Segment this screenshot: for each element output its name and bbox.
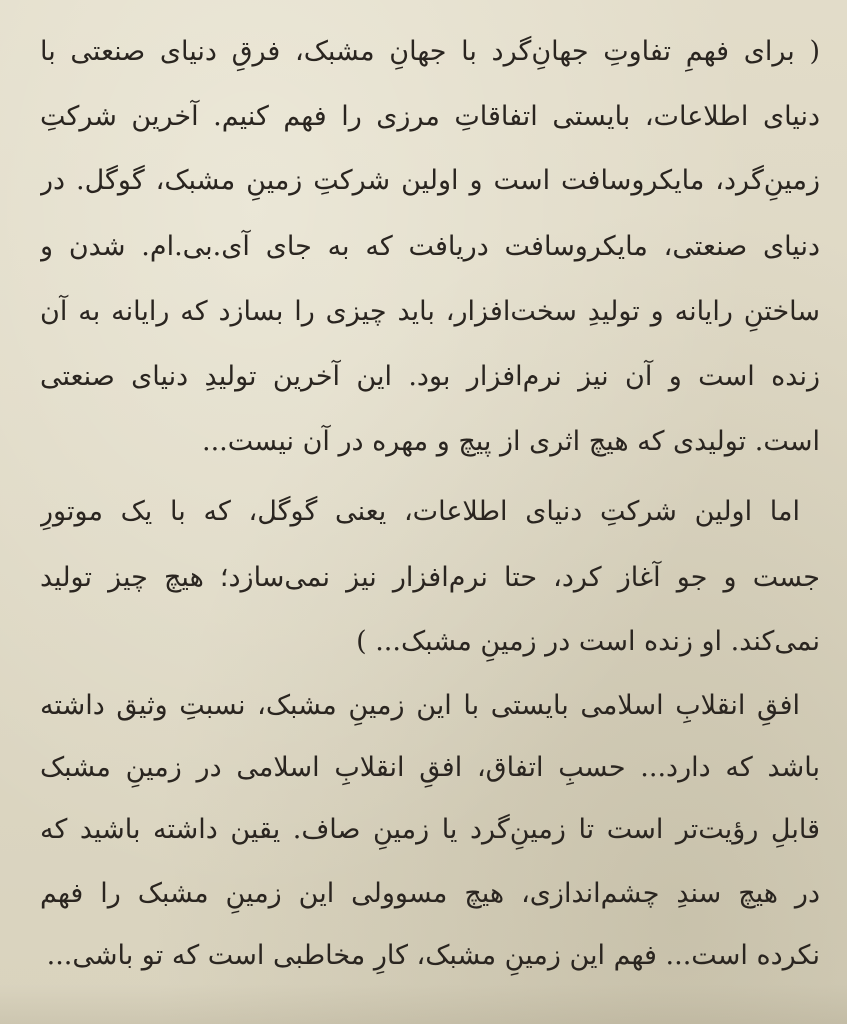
text-line: قابلِ رؤیت‌تر است تا زمینِ‌گرد یا زمینِ صاف. یقین داشته باشید که bbox=[40, 814, 820, 845]
text-line: ( برای فهمِ تفاوتِ جهانِ‌گرد با جهانِ مشبک، فرقِ دنیای صنعتی با bbox=[40, 36, 820, 67]
text-line: باشد که دارد... حسبِ اتفاق، افقِ انقلابِ اسلامی در زمینِ مشبک bbox=[40, 752, 820, 783]
text-line: نکرده است... فهم این زمینِ مشبک، کارِ مخاطبی است که تو باشی... bbox=[46, 940, 820, 971]
text-line: ساختنِ رایانه و تولیدِ سخت‌افزار، باید چیزی را بسازد که رایانه به آن bbox=[40, 296, 820, 327]
text-line: دنیای اطلاعات، بایستی اتفاقاتِ مرزی را فهم کنیم. آخرین شرکتِ bbox=[40, 101, 820, 132]
text-line: زنده است و آن نیز نرم‌افزار بود. این آخرین تولیدِ دنیای صنعتی bbox=[40, 361, 820, 392]
text-line: اما اولین شرکتِ دنیای اطلاعات، یعنی گوگل، که با یک موتورِ bbox=[40, 496, 800, 527]
text-line: دنیای صنعتی، مایکروسافت دریافت که به جای آی.بی.ام. شدن و bbox=[40, 231, 820, 262]
text-line: در هیچ سندِ چشم‌اندازی، هیچ مسوولی این زمینِ مشبک را فهم bbox=[40, 878, 820, 909]
page-edge-shadow bbox=[0, 984, 847, 1024]
text-line: است. تولیدی که هیچ اثری از پیچ و مهره در آن نیست... bbox=[202, 426, 820, 457]
text-line: نمی‌کند. او زنده است در زمینِ مشبک... ) bbox=[356, 626, 820, 657]
text-line: افقِ انقلابِ اسلامی بایستی با این زمینِ مشبک، نسبتِ وثیق داشته bbox=[40, 690, 800, 721]
text-line: جست و جو آغاز کرد، حتا نرم‌افزار نیز نمی‌سازد؛ هیچ چیز تولید bbox=[40, 562, 820, 593]
text-line: زمینِ‌گرد، مایکروسافت است و اولین شرکتِ زمینِ مشبک، گوگل. در bbox=[40, 165, 820, 196]
